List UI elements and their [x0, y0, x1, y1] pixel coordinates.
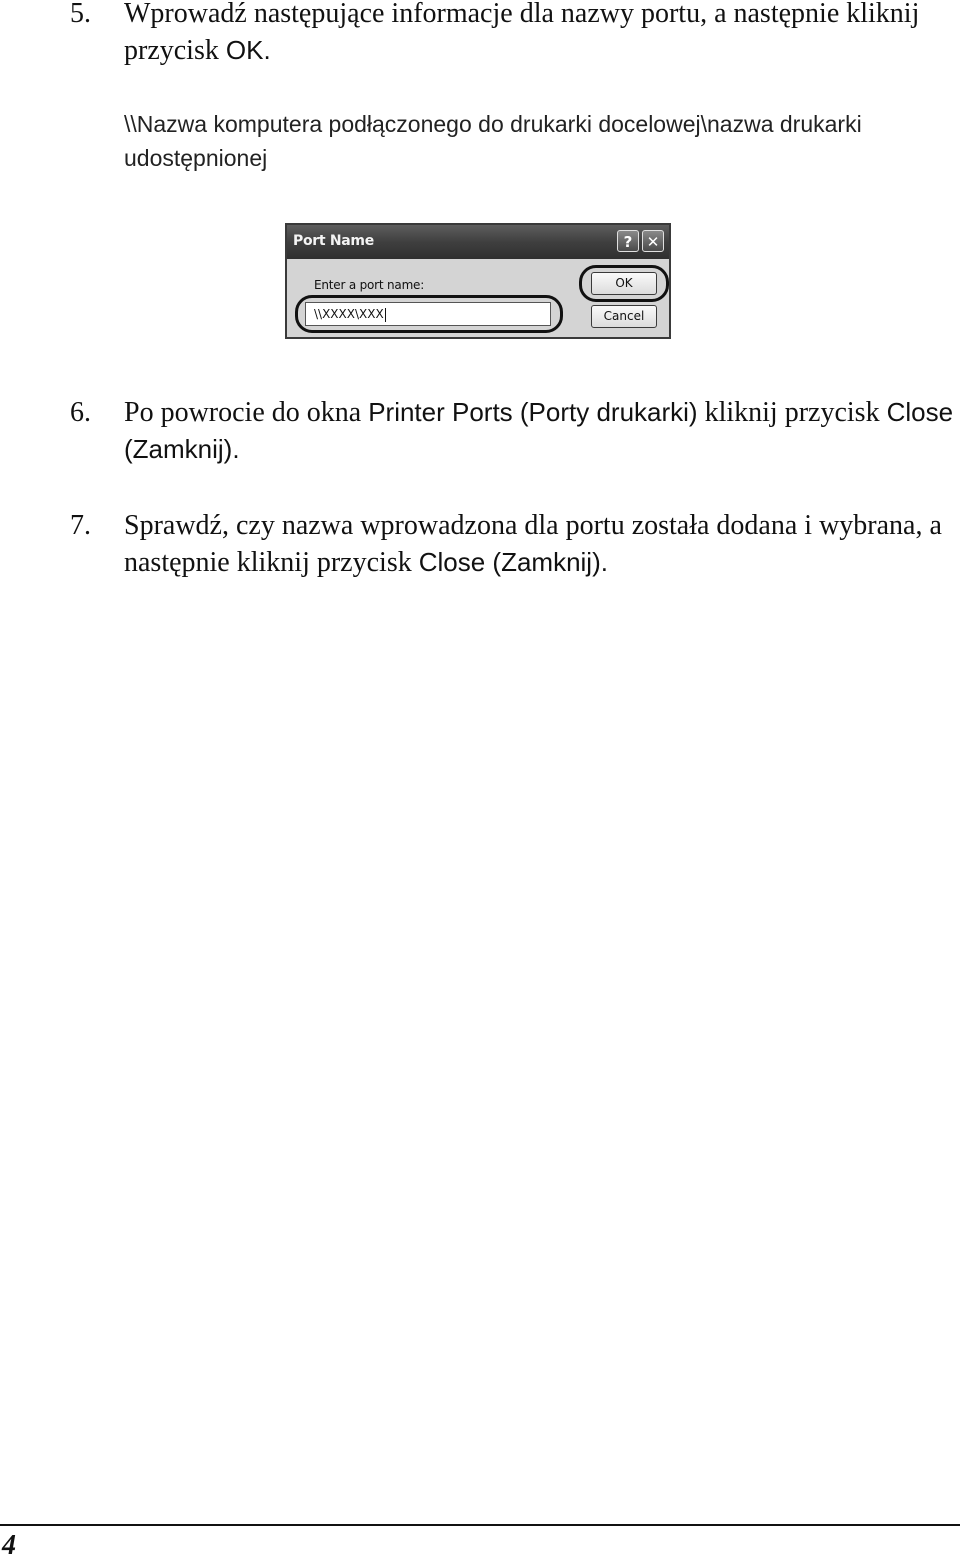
port-name-dialog: [285, 223, 671, 339]
step-text: [124, 0, 955, 69]
cancel-button[interactable]: Cancel: [591, 305, 657, 328]
step-number: 6.: [70, 397, 91, 428]
step-text-part: .: [600, 547, 608, 577]
page-number: 4: [2, 1530, 16, 1561]
step-6: [70, 394, 955, 468]
dialog-title: Port Name: [293, 233, 374, 249]
help-icon[interactable]: ?: [617, 230, 639, 252]
ok-button[interactable]: OK: [591, 272, 657, 295]
port-path-example: \\Nazwa komputera podłączonego do drukarki docelowej\nazwa drukarki udostępnionej: [124, 111, 862, 171]
close-icon[interactable]: ✕: [642, 230, 664, 252]
ui-term: Printer Ports (Porty drukarki): [368, 397, 698, 427]
step-text-part: Sprawdź, czy nazwa wprowadzona dla portu została dodana i wybrana, a następnie kliknij przycisk: [124, 510, 942, 578]
dialog-titlebar: [287, 225, 669, 259]
step-text-part: .: [232, 434, 240, 464]
step-text-part: kliknij przycisk: [697, 397, 887, 428]
ui-term: Close (Zamknij): [418, 547, 601, 577]
ui-term: OK: [225, 35, 264, 65]
step-text-part: Wprowadź następujące informacje dla nazwy portu, a następnie kliknij przycisk: [124, 0, 920, 66]
step-text-part: .: [263, 35, 271, 65]
text-caret: [385, 308, 386, 322]
port-name-value: \\XXXX\XXX: [314, 307, 384, 321]
footer-rule: [0, 1524, 960, 1526]
step-5: [70, 0, 955, 69]
step-text: [124, 394, 955, 468]
port-name-input[interactable]: [305, 302, 551, 326]
step-text: [124, 507, 955, 581]
step-number: 7.: [70, 510, 91, 541]
ui-term: Close (Zamknij): [124, 397, 954, 464]
step-text-part: Po powrocie do okna: [124, 397, 369, 428]
step-7: [70, 507, 955, 581]
step-number: 5.: [70, 0, 91, 29]
port-name-label: Enter a port name:: [314, 278, 425, 292]
